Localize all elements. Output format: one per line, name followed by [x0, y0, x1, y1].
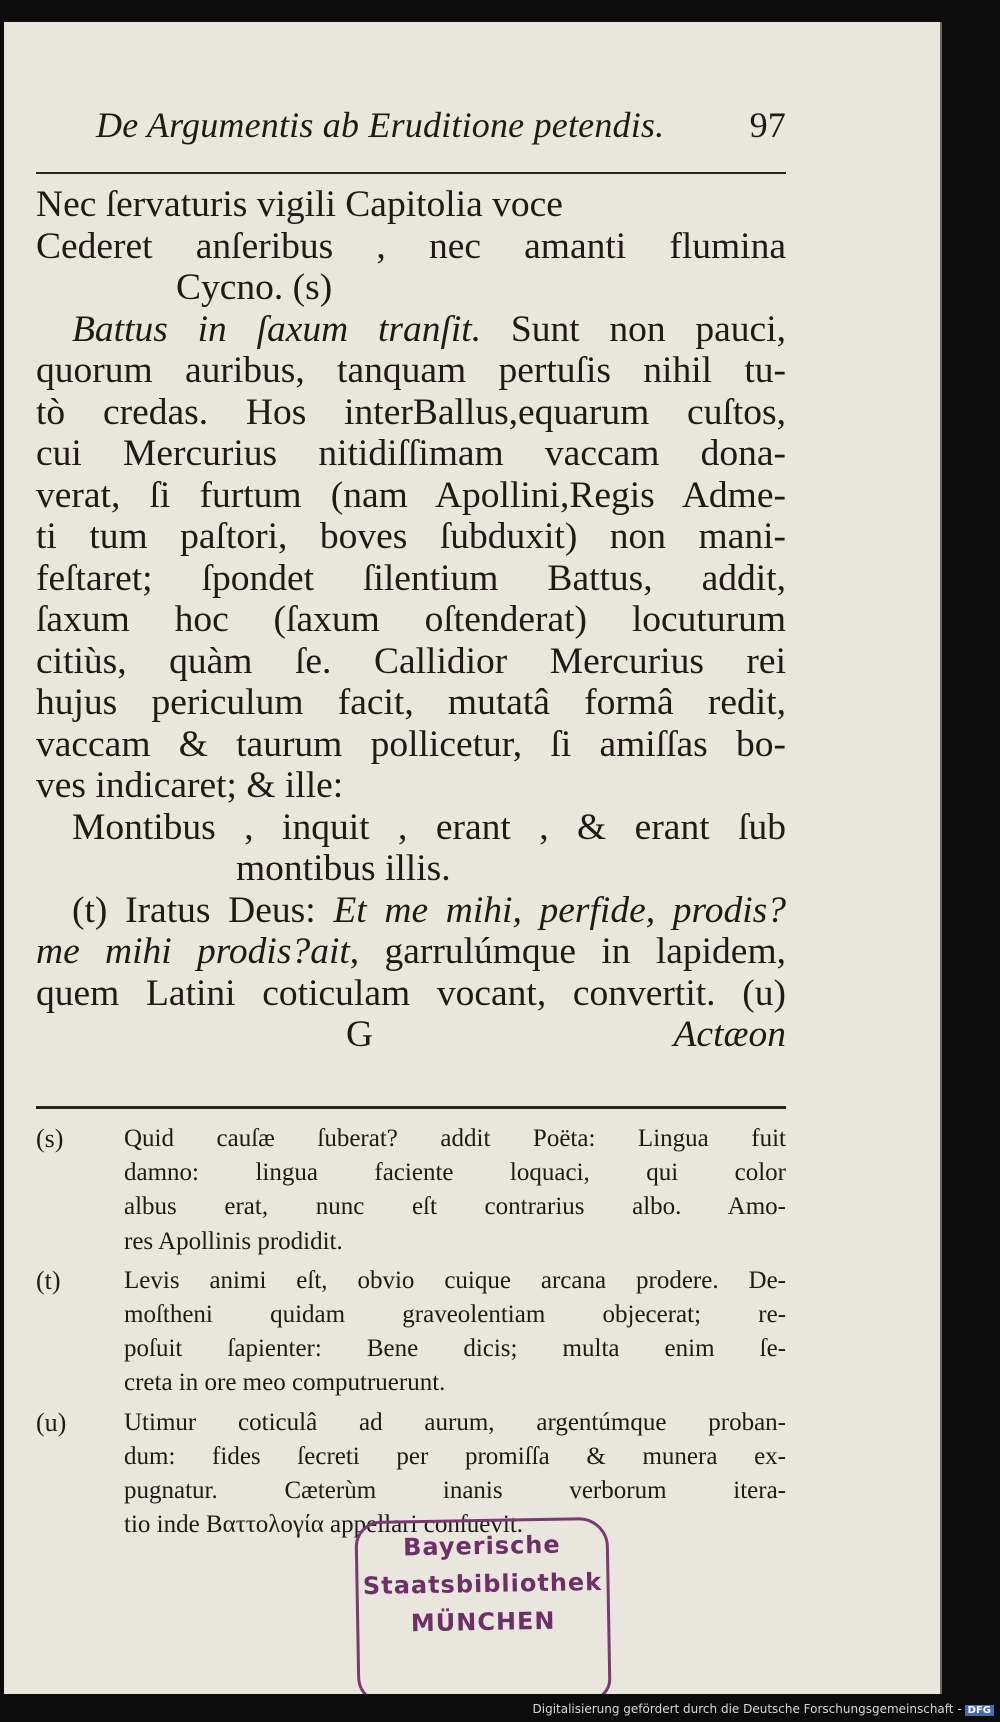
paragraph-line: ti tum paſtori, boves ſubduxit) non mani- — [36, 516, 786, 557]
paragraph-line: verat, ſi furtum (nam Apollini,Regis Adme- — [36, 474, 786, 516]
paragraph-line: quorum auribus, tanquam pertuſis nihil tu- — [36, 350, 786, 391]
signature-row — [36, 1014, 786, 1058]
paragraph-line: hujus periculum facit, mutatâ formâ redit, — [36, 682, 786, 723]
footnote — [36, 1264, 786, 1401]
verse-line: Nec ſervaturis vigili Capitolia voce — [36, 184, 563, 225]
header-title: De Argumentis ab Eruditione petendis. — [96, 105, 665, 145]
text-run: , garrulúmque in lapidem, — [349, 931, 786, 972]
stamp-line: MÜNCHEN — [410, 1606, 556, 1638]
footnote-line: Levis animi eſt, obvio cuique arcana prodere. De- — [124, 1266, 786, 1294]
credit-text: Digitalisierung gefördert durch die Deutsche Forschungsgemeinschaft - — [532, 1702, 962, 1716]
signature-mark: G — [346, 1014, 374, 1055]
catchword: Actæon — [673, 1014, 786, 1055]
footnote — [36, 1122, 786, 1259]
footnote-mark: (u) — [36, 1407, 67, 1437]
footnote-line: Utimur coticulâ ad aurum, argentúmque proban- — [124, 1408, 786, 1436]
quote-run: me mihi prodis?ait — [36, 931, 350, 972]
stamp-line: Staatsbibliothek — [362, 1567, 603, 1601]
footnote-line: tio inde Βαττολογία appellari conſuevit. — [124, 1511, 524, 1539]
verse-line: Cycno. (s) — [176, 267, 333, 308]
footnote-line: albus erat, nunc eſt contrarius albo. Amo- — [124, 1193, 786, 1221]
dfg-logo: DFG — [965, 1705, 994, 1716]
page-number: 97 — [749, 105, 786, 145]
footnote-line: damno: lingua faciente loquaci, qui color — [124, 1159, 786, 1187]
footnote-line: pugnatur. Cæterùm inanis verborum itera- — [124, 1476, 786, 1504]
footnotes — [36, 1122, 786, 1547]
quote-run: Et me mihi, perfide, prodis? — [333, 889, 787, 931]
footnote-mark: (s) — [36, 1124, 64, 1153]
header-rule — [36, 172, 786, 174]
paragraph-line: cui Mercurius nitidiſſimam vaccam dona- — [36, 433, 786, 474]
paragraph-line: citiùs, quàm ſe. Callidior Mercurius rei — [36, 640, 786, 682]
footnote-line: dum: fides ſecreti per promiſſa & munera ex- — [124, 1442, 786, 1470]
stamp-line: Bayerische — [402, 1530, 561, 1562]
footnote-line: creta in ore meo computruerunt. — [124, 1369, 446, 1397]
text-run: Sunt non pauci, — [510, 308, 786, 350]
text-run: (t) Iratus Deus: — [72, 889, 316, 931]
verse-line: Montibus , inquit , erant , & erant ſub — [72, 806, 786, 848]
footnote-rule — [36, 1106, 786, 1109]
paragraph-line — [36, 309, 786, 351]
paragraph-line: ſaxum hoc (ſaxum oſtenderat) locuturum — [36, 599, 786, 640]
footnote-line: res Apollinis prodidit. — [124, 1227, 343, 1255]
footnote-line: poſuit ſapienter: Bene dicis; multa enim ſe- — [124, 1335, 786, 1363]
paragraph-line — [36, 890, 786, 932]
paragraph-line: feſtaret; ſpondet ſilentium Battus, addit, — [36, 557, 786, 599]
side-heading: Battus in ſaxum tranſit. — [72, 308, 482, 350]
paragraph-line — [36, 931, 786, 973]
library-stamp — [354, 1517, 611, 1694]
verse-line: Cederet anſeribus , nec amanti flumina — [36, 225, 786, 267]
paragraph-line: quem Latini coticulam vocant, convertit. (u) — [36, 972, 786, 1014]
footnote-line: moſtheni quidam graveolentiam objecerat; re- — [124, 1300, 786, 1328]
running-header — [96, 104, 786, 146]
paragraph-line: tò credas. Hos interBallus,equarum cuſtos, — [36, 391, 786, 433]
digitization-credit — [533, 1702, 995, 1716]
paragraph-line: ves indicaret; & ille: — [36, 765, 344, 806]
main-text — [36, 184, 786, 1058]
verse-line: montibus illis. — [236, 848, 451, 889]
paragraph-line: vaccam & taurum pollicetur, ſi amiſſas bo- — [36, 723, 786, 765]
footnote-line: Quid cauſæ ſuberat? addit Poëta: Lingua fuit — [124, 1125, 786, 1152]
footnote-mark: (t) — [36, 1265, 61, 1295]
book-page — [4, 22, 942, 1694]
